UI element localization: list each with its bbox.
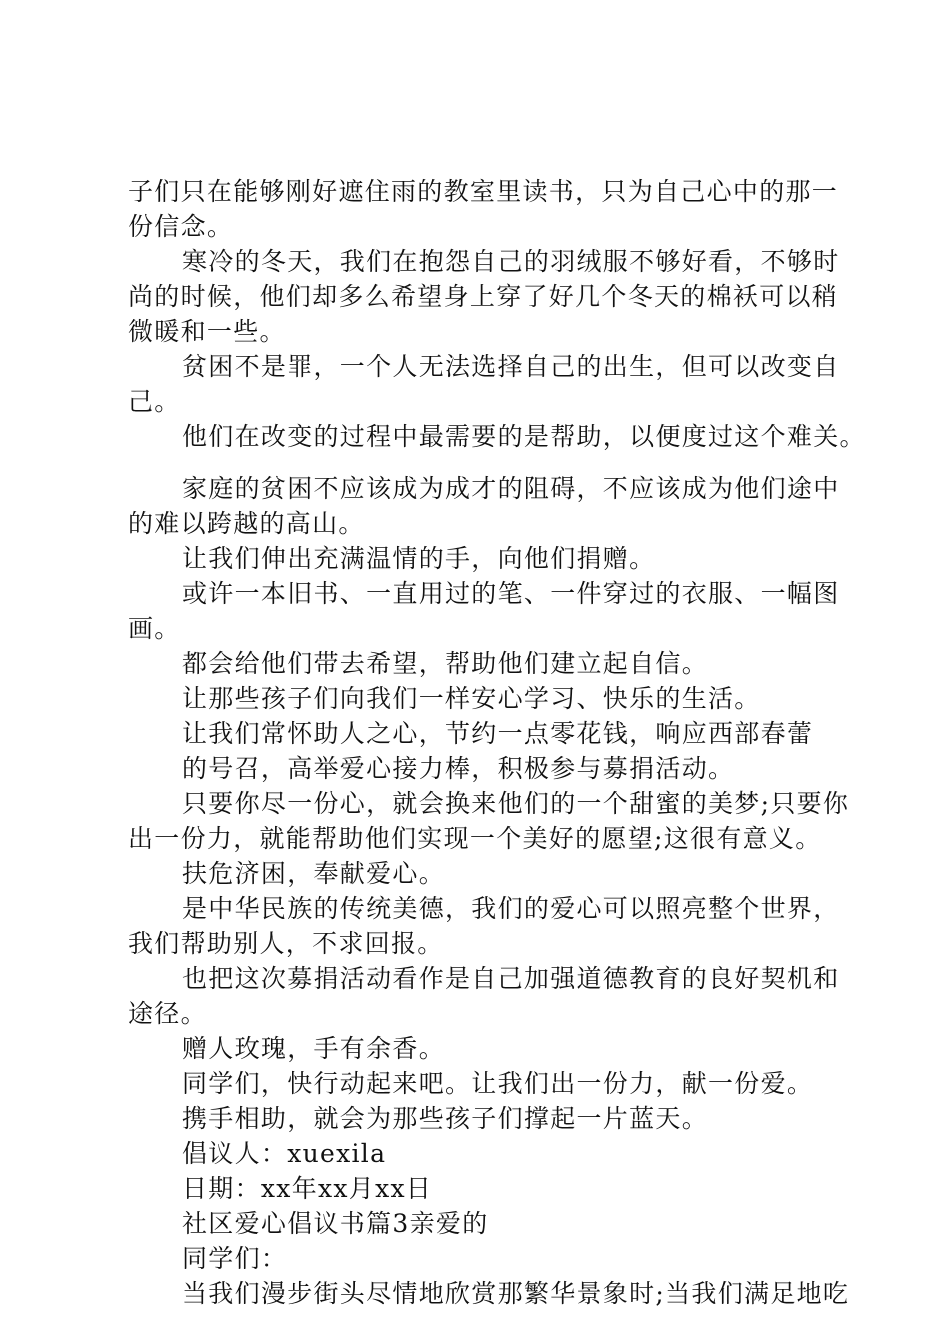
text-line: 是中华民族的传统美德，我们的爱心可以照亮整个世界， [182, 894, 840, 923]
text-line: 也把这次募捐活动看作是自己加强道德教育的良好契机和 [182, 964, 840, 993]
text-line: 赠人玫瑰，手有余香。 [182, 1034, 446, 1063]
paragraph-gap [128, 454, 840, 471]
text-line: 己。 [128, 387, 181, 416]
text-line: 子们只在能够刚好遮住雨的教室里读书，只为自己心中的那一 [128, 177, 839, 206]
section-heading: 社区爱心倡议书篇3亲爱的 [182, 1209, 489, 1238]
text-line: 的号召，高举爱心接力棒，积极参与募捐活动。 [182, 754, 735, 783]
text-line: 的难以跨越的高山。 [128, 509, 365, 538]
text-line: 出一份力，就能帮助他们实现一个美好的愿望;这很有意义。 [128, 824, 822, 853]
text-line: 画。 [128, 614, 181, 643]
text-line: 让我们常怀助人之心，节约一点零花钱，响应西部春蕾 [182, 719, 814, 748]
text-line: 微暖和一些。 [128, 317, 286, 346]
text-line: 家庭的贫困不应该成为成才的阻碍，不应该成为他们途中 [182, 474, 840, 503]
text-line: 份信念。 [128, 212, 234, 241]
text-line: 只要你尽一份心，就会换来他们的一个甜蜜的美梦;只要你 [182, 789, 850, 818]
text-line: 贫困不是罪，一个人无法选择自己的出生，但可以改变自 [182, 352, 840, 381]
text-line: 尚的时候，他们却多么希望身上穿了好几个冬天的棉袄可以稍 [128, 282, 839, 311]
document-body [128, 174, 866, 1311]
text-line: 都会给他们带去希望，帮助他们建立起自信。 [182, 649, 709, 678]
date-line: 日期：xx年xx月xx日 [182, 1174, 433, 1203]
text-line: 或许一本旧书、一直用过的笔、一件穿过的衣服、一幅图 [182, 579, 840, 608]
text-line: 他们在改变的过程中最需要的是帮助，以便度过这个难关。 [182, 422, 866, 451]
signature-line: 倡议人：xuexila [182, 1139, 387, 1168]
text-line: 途径。 [128, 999, 207, 1028]
text-line: 让我们伸出充满温情的手，向他们捐赠。 [182, 544, 656, 573]
text-line: 我们帮助别人，不求回报。 [128, 929, 444, 958]
text-line: 扶危济困，奉献爱心。 [182, 859, 446, 888]
text-line: 同学们，快行动起来吧。让我们出一份力，献一份爱。 [182, 1069, 814, 1098]
salutation: 同学们： [182, 1244, 288, 1273]
text-line: 携手相助，就会为那些孩子们撑起一片蓝天。 [182, 1104, 709, 1133]
text-line: 让那些孩子们向我们一样安心学习、快乐的生活。 [182, 684, 761, 713]
text-line: 寒冷的冬天，我们在抱怨自己的羽绒服不够好看，不够时 [182, 247, 840, 276]
text-line: 当我们漫步街头尽情地欣赏那繁华景象时;当我们满足地吃 [182, 1279, 850, 1308]
